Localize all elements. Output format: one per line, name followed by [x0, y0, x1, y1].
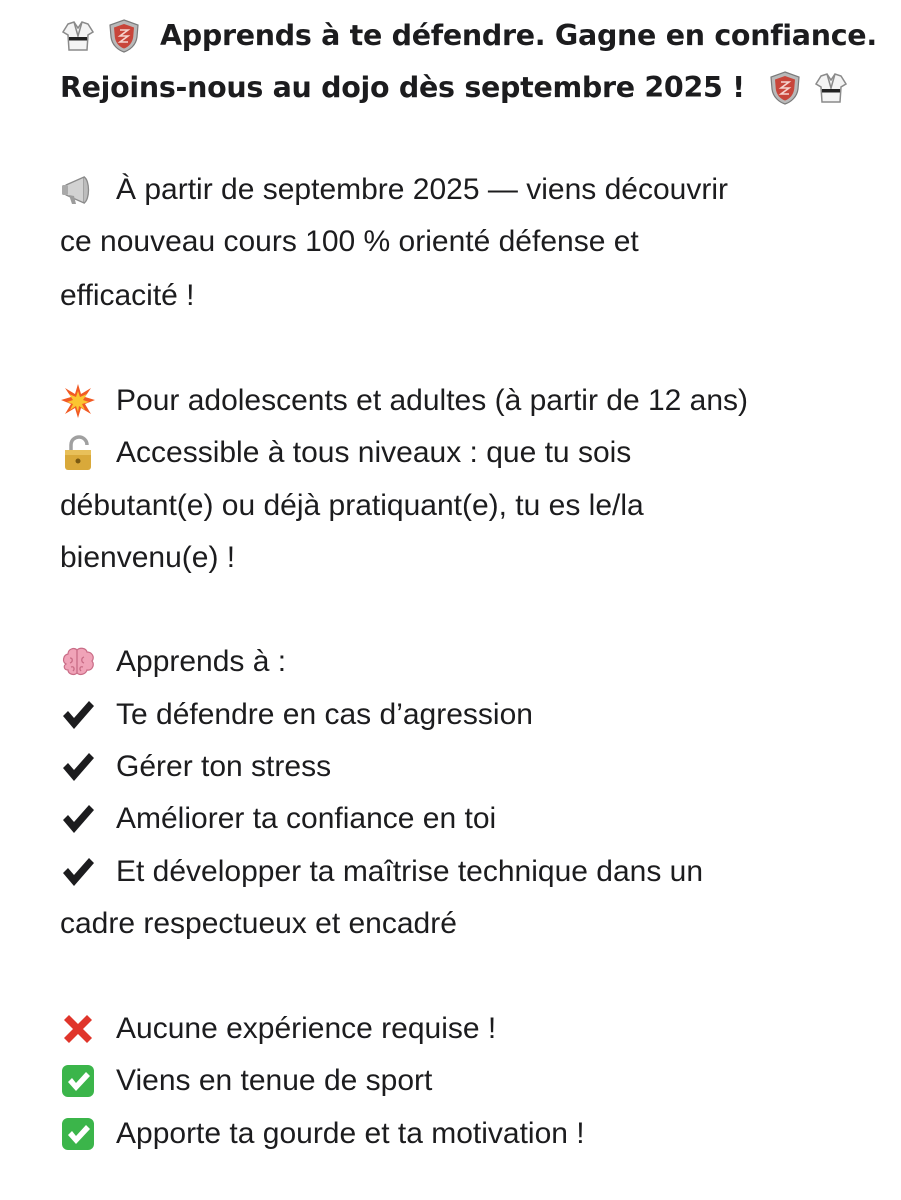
requirement-bottle [60, 1114, 585, 1154]
learn-continuation: cadre respectueux et encadré [60, 907, 457, 940]
heavy-check-mark-icon [60, 801, 96, 837]
audience-line-1 [60, 381, 748, 421]
learn-item [60, 799, 496, 839]
heading-text-1: Apprends à te défendre. Gagne en confiance. [160, 19, 877, 52]
requirement-text: Apporte ta gourde et ta motivation ! [116, 1117, 585, 1150]
check-box-icon [60, 1116, 96, 1152]
learn-item-text: Et développer ta maîtrise technique dans un [116, 855, 704, 888]
audience-text-4: bienvenu(e) ! [60, 541, 236, 574]
requirement-text: Aucune expérience requise ! [116, 1012, 497, 1045]
shield-icon [767, 70, 803, 106]
open-lock-icon [60, 435, 96, 471]
heading-text-2: Rejoins-nous au dojo dès septembre 2025 ! [60, 71, 745, 104]
learn-continuation-line [60, 904, 457, 944]
martial-arts-uniform-icon [813, 70, 849, 106]
check-box-icon [60, 1063, 96, 1099]
audience-text-1: Pour adolescents et adultes (à partir de 12 ans) [116, 384, 749, 417]
heading-line-1 [60, 16, 877, 56]
intro-text-3: efficacité ! [60, 279, 195, 312]
heading-line-2 [60, 68, 849, 108]
learn-item-text: Te défendre en cas d’agression [116, 698, 533, 731]
learn-item [60, 747, 331, 787]
requirement-text: Viens en tenue de sport [116, 1064, 433, 1097]
martial-arts-uniform-icon [60, 18, 96, 54]
learn-title-line [60, 642, 286, 682]
heavy-check-mark-icon [60, 854, 96, 890]
intro-line-3 [60, 276, 195, 316]
intro-line-1 [60, 170, 728, 210]
heavy-check-mark-icon [60, 749, 96, 785]
intro-line-2 [60, 222, 639, 262]
brain-icon [60, 644, 96, 680]
learn-item-text: Gérer ton stress [116, 750, 332, 783]
cross-mark-icon [60, 1011, 96, 1047]
requirement-no-experience [60, 1009, 496, 1049]
learn-item-text: Améliorer ta confiance en toi [116, 802, 497, 835]
intro-text-1: À partir de septembre 2025 — viens découvrir [116, 173, 728, 206]
learn-title: Apprends à : [116, 645, 287, 678]
shield-icon [106, 18, 142, 54]
requirement-sportswear [60, 1061, 432, 1101]
megaphone-icon [60, 172, 96, 208]
learn-item [60, 852, 703, 892]
audience-line-3 [60, 486, 644, 526]
heavy-check-mark-icon [60, 697, 96, 733]
collision-icon [60, 383, 96, 419]
learn-item [60, 695, 533, 735]
audience-text-2: Accessible à tous niveaux : que tu sois [116, 436, 632, 469]
audience-text-3: débutant(e) ou déjà pratiquant(e), tu es le/la [60, 489, 644, 522]
intro-text-2: ce nouveau cours 100 % orienté défense et [60, 225, 639, 258]
audience-line-2 [60, 433, 631, 473]
audience-line-4 [60, 538, 235, 578]
